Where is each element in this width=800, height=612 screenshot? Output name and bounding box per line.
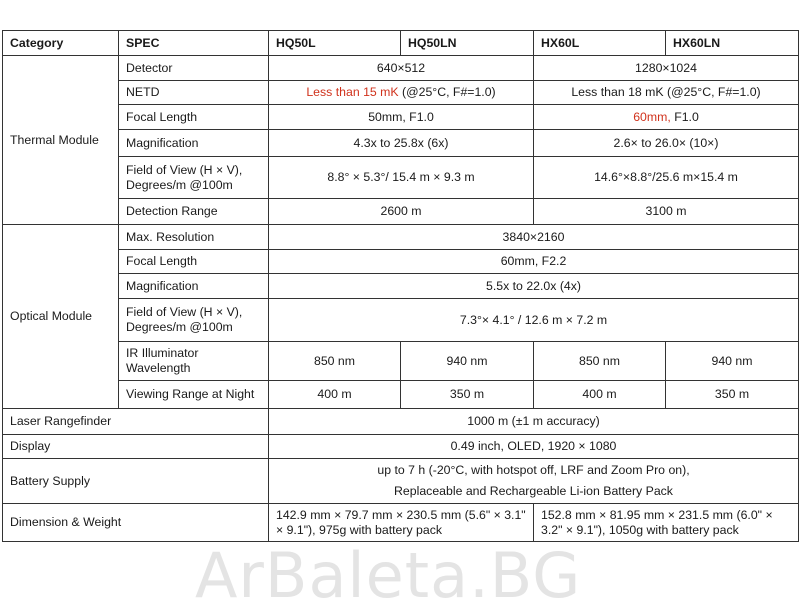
value-cell: 7.3°× 4.1° / 12.6 m × 7.2 m: [269, 299, 799, 342]
spec-label: NETD: [119, 81, 269, 105]
label-line: Wavelength: [126, 361, 191, 375]
value-cell: [534, 105, 799, 130]
spec-label: Max. Resolution: [119, 225, 269, 250]
value-cell: 2.6× to 26.0× (10×): [534, 130, 799, 157]
highlight-text: 60mm,: [633, 109, 671, 124]
label-line: IR Illuminator: [126, 346, 199, 360]
table-row: [3, 225, 799, 250]
value-cell: 14.6°×8.8°/25.6 m×15.4 m: [534, 157, 799, 199]
table-row: [3, 56, 799, 81]
category-laser: Laser Rangefinder: [3, 409, 269, 435]
header-model: HX60L: [534, 31, 666, 56]
header-category: Category: [3, 31, 119, 56]
spec-label: Detector: [119, 56, 269, 81]
value-cell: 4.3x to 25.8x (6x): [269, 130, 534, 157]
value-cell: 350 m: [666, 381, 799, 409]
spec-table: [2, 30, 799, 542]
value-cell: 350 m: [401, 381, 534, 409]
value-cell: 142.9 mm × 79.7 mm × 230.5 mm (5.6" × 3.1" × 9.1"), 975g with battery pack: [269, 504, 534, 542]
table-row: [3, 459, 799, 504]
value-line: Replaceable and Rechargeable Li-ion Battery Pack: [394, 484, 673, 498]
table-row: [3, 130, 799, 157]
table-row: [3, 274, 799, 299]
value-cell: 152.8 mm × 81.95 mm × 231.5 mm (6.0" × 3.2" × 9.1"), 1050g with battery pack: [534, 504, 799, 542]
table-row: [3, 81, 799, 105]
value-cell: 1280×1024: [534, 56, 799, 81]
value-cell: [269, 459, 799, 504]
value-cell: 940 nm: [401, 342, 534, 381]
header-model: HX60LN: [666, 31, 799, 56]
highlight-text: Less than 15 mK: [306, 85, 399, 99]
table-row: [3, 299, 799, 342]
value-cell: Less than 18 mK (@25°C, F#=1.0): [534, 81, 799, 105]
spec-label: Magnification: [119, 274, 269, 299]
header-spec: SPEC: [119, 31, 269, 56]
table-row: [3, 381, 799, 409]
spec-label: [119, 342, 269, 381]
value-cell: 5.5x to 22.0x (4x): [269, 274, 799, 299]
header-row: [3, 31, 799, 56]
value-line: up to 7 h (-20°C, with hotspot off, LRF and Zoom Pro on),: [377, 463, 690, 477]
value-cell: 3840×2160: [269, 225, 799, 250]
table-row: [3, 435, 799, 459]
value-cell: 400 m: [534, 381, 666, 409]
value-cell: 3100 m: [534, 199, 799, 225]
value-cell: 1000 m (±1 m accuracy): [269, 409, 799, 435]
category-display: Display: [3, 435, 269, 459]
table-row: [3, 199, 799, 225]
value-text: F1.0: [670, 109, 699, 124]
value-cell: 400 m: [269, 381, 401, 409]
label-line: Field of View (H × V),: [126, 305, 243, 319]
spec-label: [119, 299, 269, 342]
value-cell: 60mm, F2.2: [269, 250, 799, 274]
spec-label: Focal Length: [119, 250, 269, 274]
value-cell: 850 nm: [269, 342, 401, 381]
spec-label: Viewing Range at Night: [119, 381, 269, 409]
spec-label: Detection Range: [119, 199, 269, 225]
table-row: [3, 157, 799, 199]
spec-label: Focal Length: [119, 105, 269, 130]
category-dimension: Dimension & Weight: [3, 504, 269, 542]
header-model: HQ50LN: [401, 31, 534, 56]
value-cell: 850 nm: [534, 342, 666, 381]
category-optical: Optical Module: [3, 225, 119, 409]
watermark: ArBaleta.BG: [195, 539, 582, 612]
header-model: HQ50L: [269, 31, 401, 56]
category-battery: Battery Supply: [3, 459, 269, 504]
table-row: [3, 409, 799, 435]
spec-label: [119, 157, 269, 199]
label-line: Degrees/m @100m: [126, 320, 233, 334]
value-cell: 940 nm: [666, 342, 799, 381]
value-cell: 8.8° × 5.3°/ 15.4 m × 9.3 m: [269, 157, 534, 199]
table-row: [3, 504, 799, 542]
value-cell: 2600 m: [269, 199, 534, 225]
table-row: [3, 342, 799, 381]
value-text: (@25°C, F#=1.0): [398, 85, 496, 99]
value-cell: [269, 81, 534, 105]
table-row: [3, 105, 799, 130]
label-line: Degrees/m @100m: [126, 177, 233, 192]
value-cell: 640×512: [269, 56, 534, 81]
value-cell: 50mm, F1.0: [269, 105, 534, 130]
category-thermal: Thermal Module: [3, 56, 119, 225]
value-cell: 0.49 inch, OLED, 1920 × 1080: [269, 435, 799, 459]
spec-label: Magnification: [119, 130, 269, 157]
table-row: [3, 250, 799, 274]
label-line: Field of View (H × V),: [126, 162, 243, 177]
